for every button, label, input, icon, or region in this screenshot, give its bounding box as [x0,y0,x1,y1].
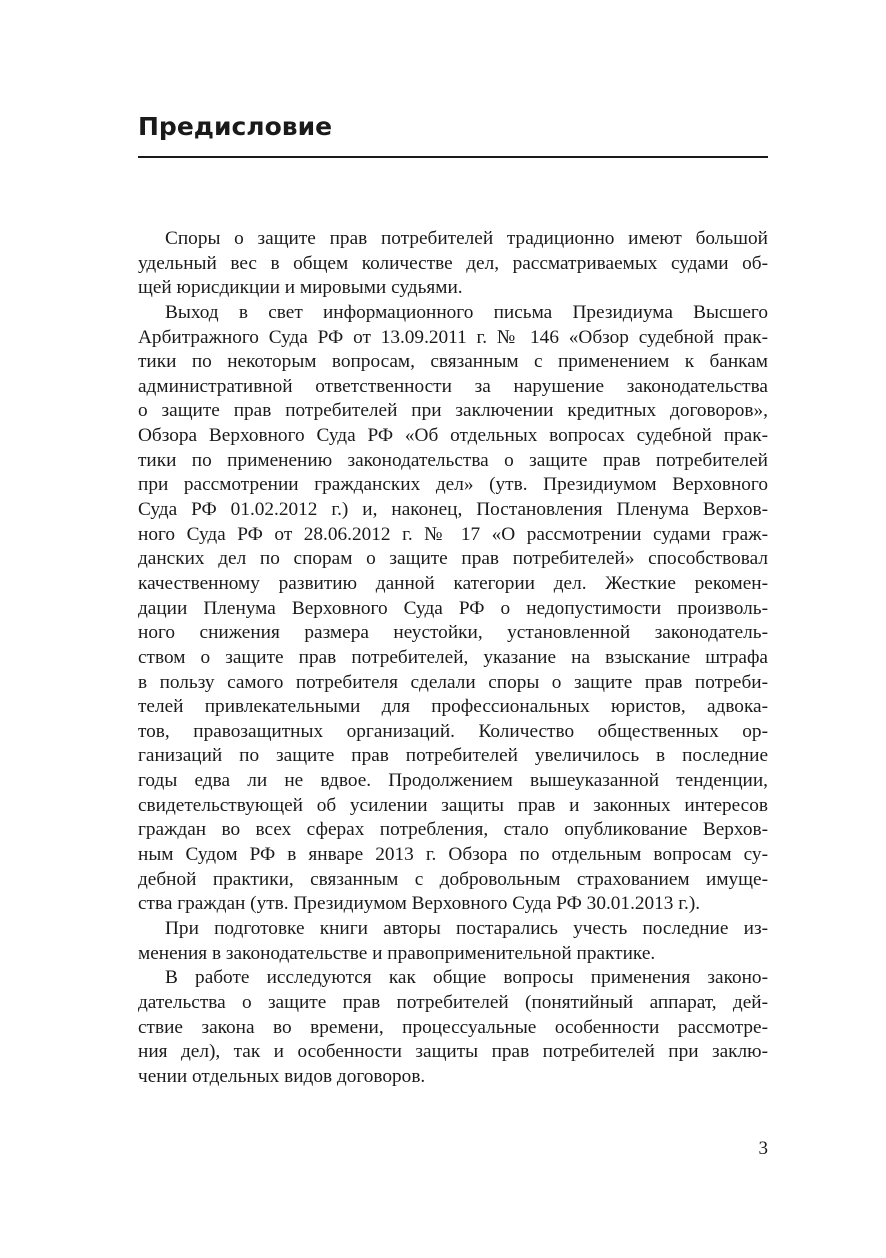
paragraph [138,227,768,301]
text-line: чении отдельных видов договоров. [138,1065,426,1087]
text-line: ния дел), так и особенности защиты прав потребителей при заклю- [138,1041,768,1063]
text-line: В работе исследуются как общие вопросы применения законо- [165,967,768,989]
text-line: ством о защите прав потребителей, указание на взыскание штрафа [138,646,768,668]
text-line: ного снижения размера неустойки, установленной законодатель- [138,622,768,644]
text-line: свидетельствующей об усилении защиты прав и законных интересов [138,794,768,816]
text-line: качественному развитию данной категории дел. Жесткие рекомен- [138,572,768,594]
text-line: При подготовке книги авторы постарались учесть последние из- [165,917,768,939]
text-line: данских дел по спорам о защите прав потребителей» способствовал [138,548,768,570]
text-line: в пользу самого потребителя сделали споры о защите прав потреби- [138,671,768,693]
body-text [138,227,768,1089]
page-title: Предисловие [138,112,333,141]
text-line: менения в законодательстве и правоприменительной практике. [138,942,656,964]
text-line: Споры о защите прав потребителей традиционно имеют большой [165,228,768,249]
text-line: Обзора Верховного Суда РФ «Об отдельных вопросах судебной прак- [138,425,768,447]
text-line: ства граждан (утв. Президиумом Верховного Суда РФ 30.01.2013 г.). [138,893,701,915]
text-line: тики по применению законодательства о защите прав потребителей [138,449,768,471]
paragraph [138,917,768,966]
text-line: телей привлекательными для профессиональных юристов, адвока- [138,696,768,718]
text-line: ным Судом РФ в январе 2013 г. Обзора по отдельным вопросам су- [138,844,768,866]
text-line: тов, правозащитных организаций. Количество общественных ор- [138,720,768,742]
text-line: Арбитражного Суда РФ от 13.09.2011 г. № 146 «Обзор судебной прак- [138,326,768,348]
text-line: дебной практики, связанным с добровольным страхованием имуще- [138,868,768,890]
text-line: ганизаций по защите прав потребителей увеличилось в последние [138,745,768,767]
title-rule [138,156,768,158]
text-line: годы едва ли не вдвое. Продолжением вышеуказанной тенденции, [138,770,768,792]
paragraph [138,301,768,917]
text-line: щей юрисдикции и мировыми судьями. [138,277,463,299]
paragraph [138,966,768,1089]
text-line: удельный вес в общем количестве дел, рассматриваемых судами об- [138,252,768,274]
text-line: ного Суда РФ от 28.06.2012 г. № 17 «О рассмотрении судами граж- [138,523,768,545]
text-line: административной ответственности за нарушение законодательства [138,375,768,397]
text-line: дательства о защите прав потребителей (понятийный аппарат, дей- [138,991,768,1013]
text-line: Выход в свет информационного письма Президиума Высшего [165,301,768,323]
text-line: при рассмотрении гражданских дел» (утв. Президиумом Верховного [138,474,768,496]
page-number: 3 [758,1138,768,1159]
text-line: граждан во всех сферах потребления, стало опубликование Верхов- [138,819,768,841]
text-line: о защите прав потребителей при заключении кредитных договоров», [138,400,768,422]
text-line: тики по некоторым вопросам, связанным с применением к банкам [138,351,768,373]
text-line: дации Пленума Верховного Суда РФ о недопустимости произволь- [138,597,768,619]
text-line: ствие закона во времени, процессуальные особенности рассмотре- [138,1016,768,1038]
text-line: Суда РФ 01.02.2012 г.) и, наконец, Постановления Пленума Верхов- [138,499,768,521]
